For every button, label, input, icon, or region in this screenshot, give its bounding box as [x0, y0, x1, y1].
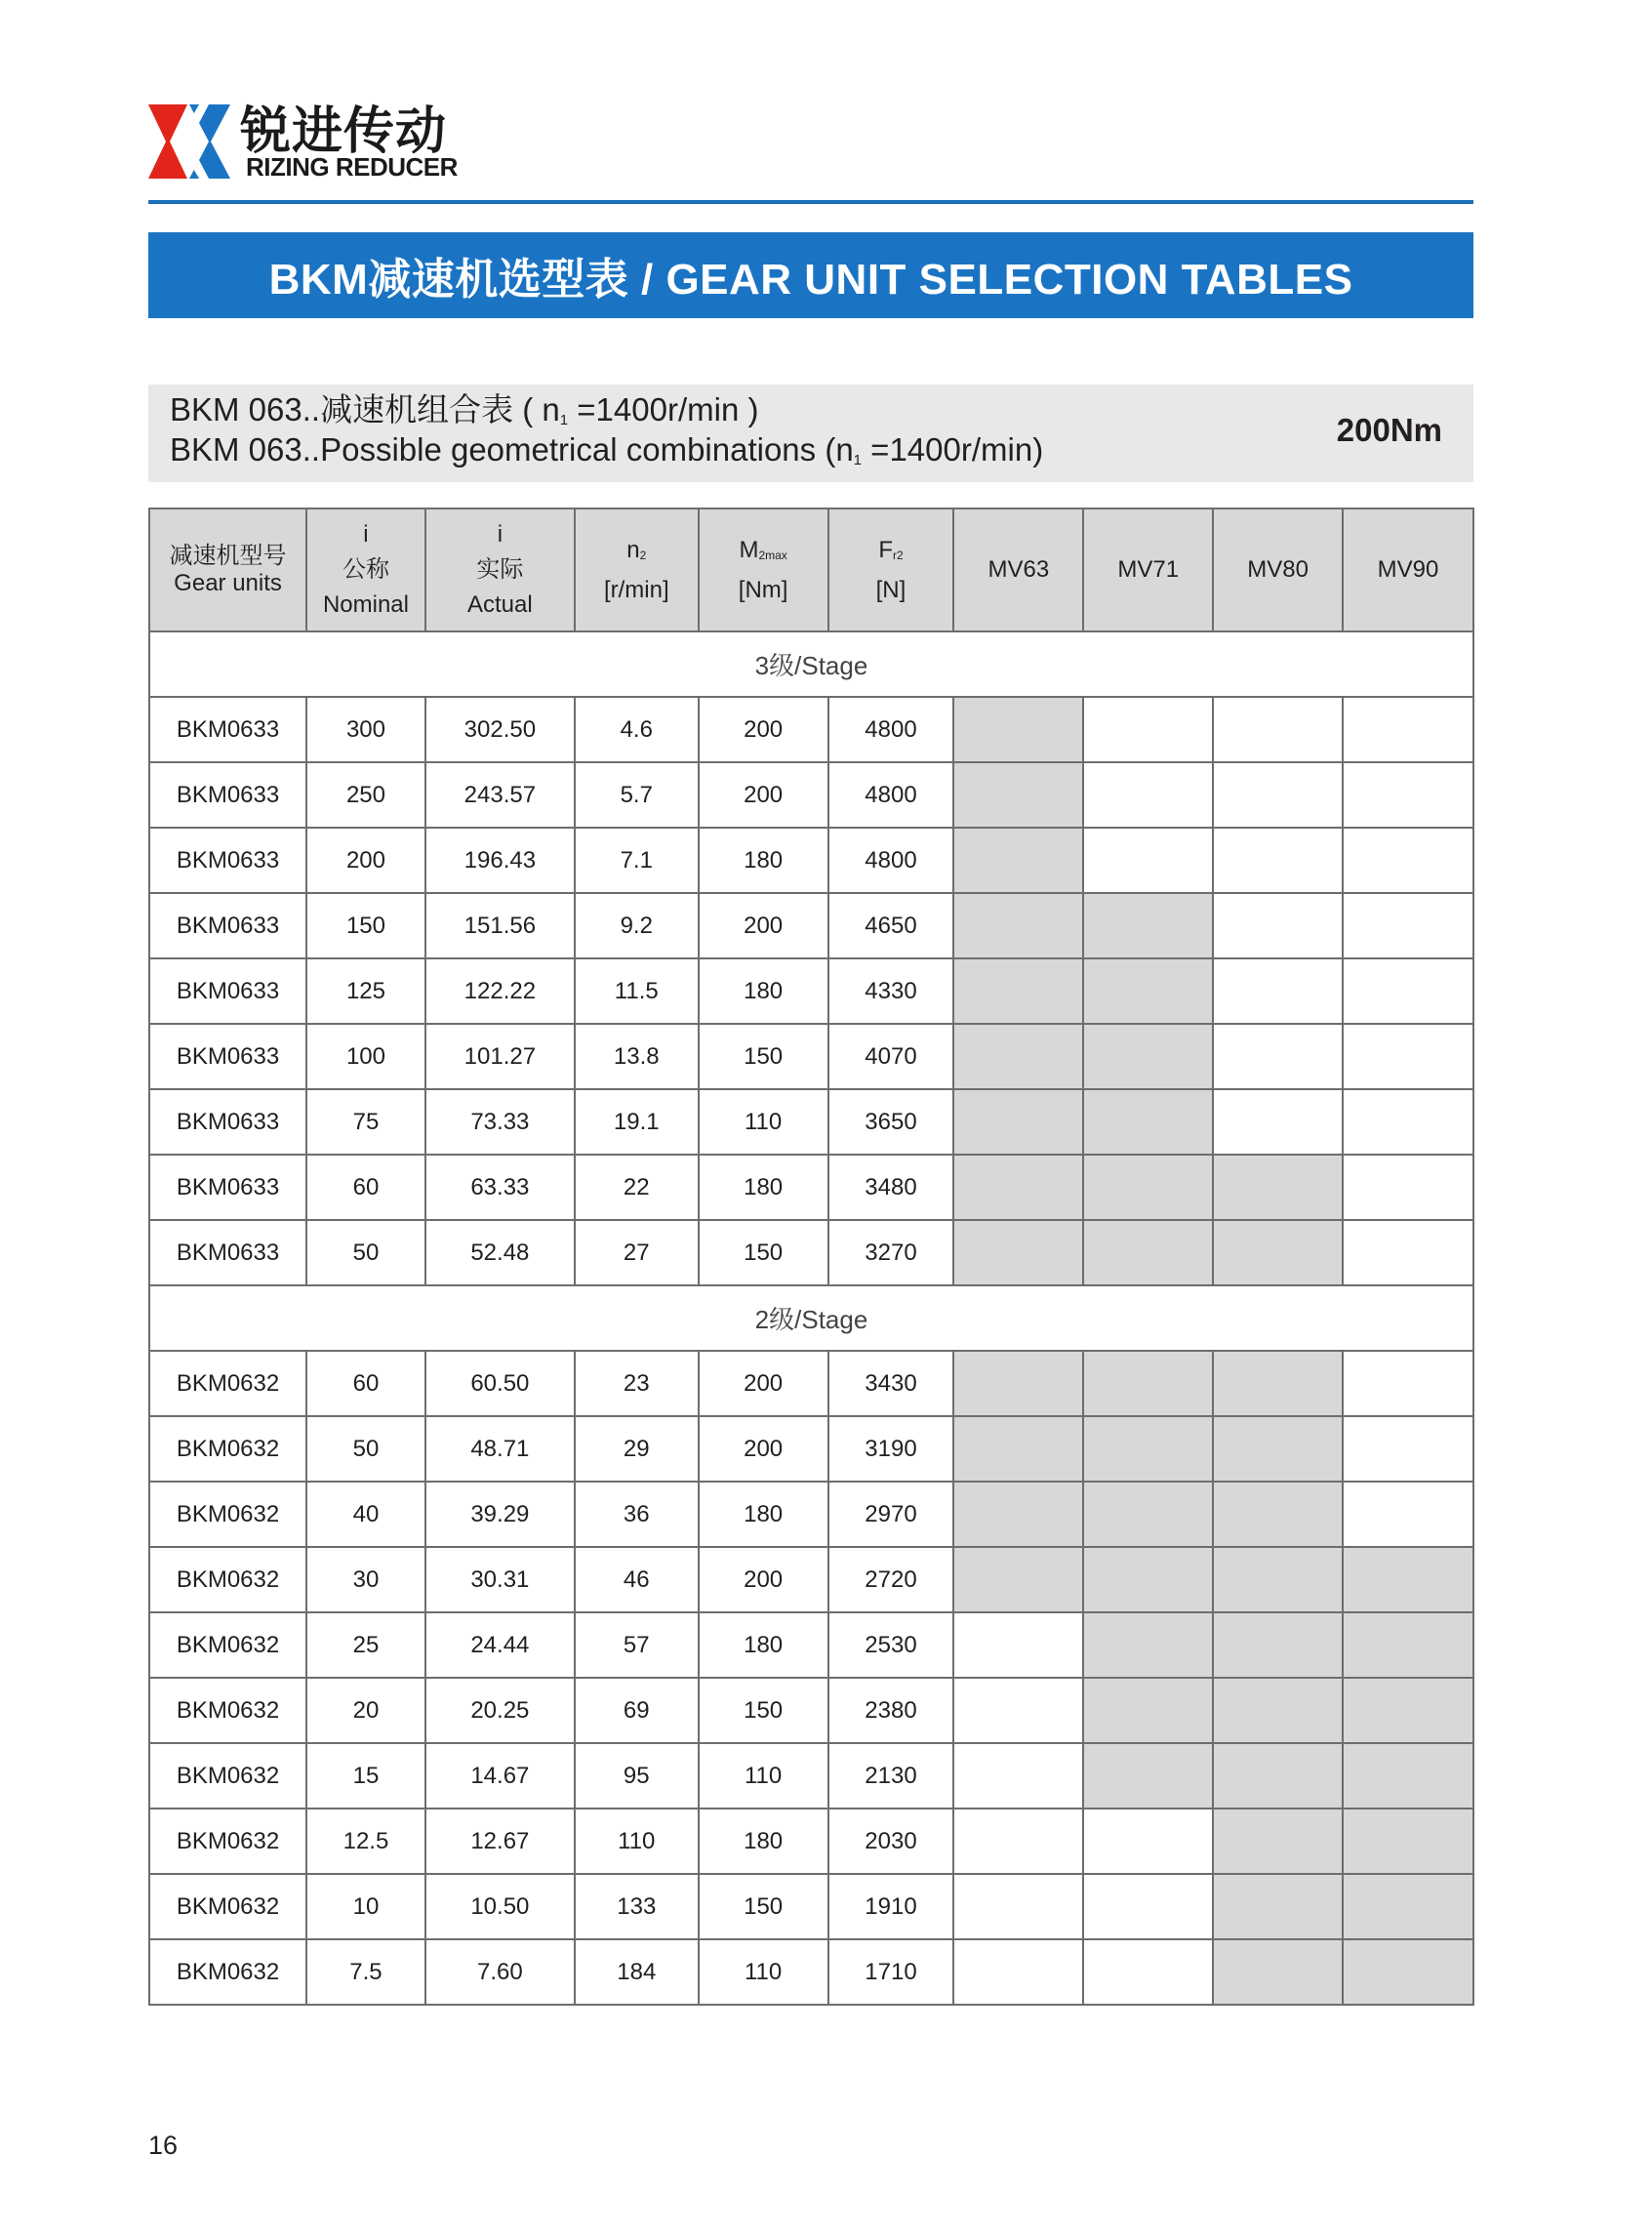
fit-cell-mv71 [1083, 1482, 1213, 1547]
fit-cell-mv63 [953, 828, 1083, 893]
fit-cell-mv63 [953, 958, 1083, 1024]
fit-cell-mv90 [1343, 1416, 1473, 1482]
fit-cell-mv63 [953, 893, 1083, 958]
col-fr2-sub: r2 [892, 548, 904, 562]
cell-nominal-ratio: 100 [306, 1024, 425, 1089]
cell-nominal-ratio: 12.5 [306, 1809, 425, 1874]
col-mv90: MV90 [1343, 508, 1473, 631]
col-gear-units-cn: 减速机型号 [169, 543, 287, 569]
col-n2-symbol [576, 533, 698, 573]
cell-n2: 4.6 [575, 697, 699, 762]
subtitle-line-en [170, 430, 1043, 480]
table-row [149, 1155, 1473, 1220]
fit-cell-mv90 [1343, 1612, 1473, 1678]
fit-cell-mv71 [1083, 1024, 1213, 1089]
col-m2max [699, 508, 828, 631]
cell-m2max: 110 [699, 1939, 828, 2005]
cell-fr2: 4070 [828, 1024, 954, 1089]
col-n2-sub: 2 [639, 548, 647, 562]
cell-nominal-ratio: 40 [306, 1482, 425, 1547]
cell-fr2: 2130 [828, 1743, 954, 1809]
cell-fr2: 4800 [828, 828, 954, 893]
col-nominal-i: i [363, 521, 369, 548]
cell-m2max: 200 [699, 1351, 828, 1416]
fit-cell-mv63 [953, 1482, 1083, 1547]
cell-n2: 36 [575, 1482, 699, 1547]
fit-cell-mv90 [1343, 697, 1473, 762]
fit-cell-mv90 [1343, 1939, 1473, 2005]
cell-fr2: 4330 [828, 958, 954, 1024]
table-header-row [149, 508, 1473, 631]
cell-actual-ratio: 14.67 [425, 1743, 575, 1809]
fit-cell-mv71 [1083, 697, 1213, 762]
subtitle-band [148, 385, 1473, 482]
page-title: BKM减速机选型表 / GEAR UNIT SELECTION TABLES [268, 256, 1353, 304]
col-gear-units [149, 508, 306, 631]
brand-logo [148, 102, 470, 181]
cell-gear-unit: BKM0632 [149, 1809, 306, 1874]
cell-nominal-ratio: 10 [306, 1874, 425, 1939]
fit-cell-mv80 [1213, 1416, 1343, 1482]
fit-cell-mv80 [1213, 1612, 1343, 1678]
cell-actual-ratio: 60.50 [425, 1351, 575, 1416]
fit-cell-mv80 [1213, 1809, 1343, 1874]
subtitle-en-sub: 1 [853, 452, 863, 468]
fit-cell-mv63 [953, 1678, 1083, 1743]
cell-nominal-ratio: 60 [306, 1155, 425, 1220]
fit-cell-mv90 [1343, 828, 1473, 893]
logo-en-text: RIZING REDUCER [246, 152, 458, 182]
table-row [149, 1612, 1473, 1678]
cell-actual-ratio: 30.31 [425, 1547, 575, 1612]
table-row [149, 1416, 1473, 1482]
cell-n2: 22 [575, 1155, 699, 1220]
cell-actual-ratio: 151.56 [425, 893, 575, 958]
subtitle-en-suffix: =1400r/min) [862, 431, 1044, 468]
fit-cell-mv71 [1083, 1416, 1213, 1482]
cell-m2max: 200 [699, 762, 828, 828]
fit-cell-mv90 [1343, 1089, 1473, 1155]
cell-m2max: 180 [699, 1155, 828, 1220]
fit-cell-mv90 [1343, 1547, 1473, 1612]
cell-n2: 5.7 [575, 762, 699, 828]
cell-gear-unit: BKM0632 [149, 1743, 306, 1809]
cell-nominal-ratio: 50 [306, 1416, 425, 1482]
cell-actual-ratio: 73.33 [425, 1089, 575, 1155]
cell-m2max: 180 [699, 958, 828, 1024]
cell-n2: 23 [575, 1351, 699, 1416]
fit-cell-mv80 [1213, 1155, 1343, 1220]
cell-fr2: 3270 [828, 1220, 954, 1285]
col-actual-i: i [497, 521, 504, 548]
cell-fr2: 4800 [828, 697, 954, 762]
stage-2-row [149, 1285, 1473, 1351]
cell-actual-ratio: 243.57 [425, 762, 575, 828]
fit-cell-mv90 [1343, 1220, 1473, 1285]
cell-m2max: 200 [699, 697, 828, 762]
cell-gear-unit: BKM0633 [149, 828, 306, 893]
table-row [149, 1024, 1473, 1089]
table-row [149, 958, 1473, 1024]
cell-nominal-ratio: 125 [306, 958, 425, 1024]
cell-fr2: 4800 [828, 762, 954, 828]
table-row [149, 1678, 1473, 1743]
cell-gear-unit: BKM0632 [149, 1351, 306, 1416]
cell-nominal-ratio: 50 [306, 1220, 425, 1285]
cell-gear-unit: BKM0632 [149, 1547, 306, 1612]
table-row [149, 1351, 1473, 1416]
cell-actual-ratio: 196.43 [425, 828, 575, 893]
cell-nominal-ratio: 150 [306, 893, 425, 958]
cell-nominal-ratio: 20 [306, 1678, 425, 1743]
fit-cell-mv80 [1213, 1874, 1343, 1939]
fit-cell-mv63 [953, 1612, 1083, 1678]
cell-m2max: 180 [699, 1809, 828, 1874]
fit-cell-mv63 [953, 697, 1083, 762]
fit-cell-mv63 [953, 1220, 1083, 1285]
cell-gear-unit: BKM0632 [149, 1612, 306, 1678]
fit-cell-mv71 [1083, 1809, 1213, 1874]
fit-cell-mv63 [953, 1939, 1083, 2005]
fit-cell-mv90 [1343, 1743, 1473, 1809]
table-row [149, 762, 1473, 828]
cell-nominal-ratio: 200 [306, 828, 425, 893]
cell-actual-ratio: 122.22 [425, 958, 575, 1024]
subtitle-cn-suffix: =1400r/min ) [568, 391, 759, 427]
fit-cell-mv80 [1213, 958, 1343, 1024]
cell-m2max: 150 [699, 1874, 828, 1939]
fit-cell-mv71 [1083, 1089, 1213, 1155]
col-nominal-en: Nominal [322, 591, 409, 618]
stage-label: 3级/Stage [149, 631, 1473, 697]
fit-cell-mv71 [1083, 893, 1213, 958]
cell-nominal-ratio: 7.5 [306, 1939, 425, 2005]
cell-actual-ratio: 12.67 [425, 1809, 575, 1874]
fit-cell-mv90 [1343, 1155, 1473, 1220]
fit-cell-mv63 [953, 1351, 1083, 1416]
cell-nominal-ratio: 60 [306, 1351, 425, 1416]
fit-cell-mv80 [1213, 1482, 1343, 1547]
logo-mark-icon [148, 102, 230, 181]
cell-n2: 27 [575, 1220, 699, 1285]
cell-actual-ratio: 63.33 [425, 1155, 575, 1220]
stage-label: 2级/Stage [149, 1285, 1473, 1351]
fit-cell-mv90 [1343, 1351, 1473, 1416]
col-m2-unit: [Nm] [738, 576, 788, 603]
cell-fr2: 3430 [828, 1351, 954, 1416]
table-row [149, 828, 1473, 893]
col-actual [425, 508, 575, 631]
fit-cell-mv71 [1083, 828, 1213, 893]
cell-actual-ratio: 7.60 [425, 1939, 575, 2005]
fit-cell-mv80 [1213, 1939, 1343, 2005]
cell-gear-unit: BKM0632 [149, 1678, 306, 1743]
fit-cell-mv71 [1083, 958, 1213, 1024]
fit-cell-mv71 [1083, 1612, 1213, 1678]
cell-fr2: 3650 [828, 1089, 954, 1155]
cell-fr2: 3190 [828, 1416, 954, 1482]
fit-cell-mv71 [1083, 1678, 1213, 1743]
cell-m2max: 150 [699, 1678, 828, 1743]
table-row [149, 1743, 1473, 1809]
cell-nominal-ratio: 15 [306, 1743, 425, 1809]
cell-m2max: 110 [699, 1743, 828, 1809]
cell-gear-unit: BKM0633 [149, 697, 306, 762]
fit-cell-mv71 [1083, 762, 1213, 828]
fit-cell-mv63 [953, 1155, 1083, 1220]
cell-nominal-ratio: 250 [306, 762, 425, 828]
fit-cell-mv63 [953, 762, 1083, 828]
fit-cell-mv90 [1343, 1482, 1473, 1547]
cell-m2max: 200 [699, 1416, 828, 1482]
col-m2-main: M [739, 536, 759, 563]
cell-n2: 95 [575, 1743, 699, 1809]
fit-cell-mv90 [1343, 958, 1473, 1024]
fit-cell-mv63 [953, 1874, 1083, 1939]
cell-n2: 184 [575, 1939, 699, 2005]
cell-fr2: 2530 [828, 1612, 954, 1678]
fit-cell-mv90 [1343, 1024, 1473, 1089]
fit-cell-mv80 [1213, 1351, 1343, 1416]
fit-cell-mv63 [953, 1743, 1083, 1809]
fit-cell-mv80 [1213, 1220, 1343, 1285]
table-row [149, 1089, 1473, 1155]
cell-gear-unit: BKM0633 [149, 1024, 306, 1089]
cell-actual-ratio: 101.27 [425, 1024, 575, 1089]
col-n2-unit: [r/min] [603, 576, 669, 603]
fit-cell-mv80 [1213, 893, 1343, 958]
fit-cell-mv80 [1213, 1743, 1343, 1809]
cell-gear-unit: BKM0633 [149, 958, 306, 1024]
col-gear-units-en: Gear units [174, 570, 282, 596]
cell-gear-unit: BKM0632 [149, 1482, 306, 1547]
cell-m2max: 150 [699, 1220, 828, 1285]
table-row [149, 893, 1473, 958]
table-row [149, 1220, 1473, 1285]
cell-n2: 57 [575, 1612, 699, 1678]
cell-m2max: 180 [699, 1482, 828, 1547]
col-n2 [575, 508, 699, 631]
fit-cell-mv63 [953, 1024, 1083, 1089]
col-fr2 [828, 508, 954, 631]
col-n2-main: n [626, 536, 640, 563]
page-number: 16 [148, 2131, 179, 2160]
fit-cell-mv90 [1343, 1678, 1473, 1743]
cell-fr2: 2380 [828, 1678, 954, 1743]
col-nominal [306, 508, 425, 631]
col-m2-symbol [700, 533, 827, 573]
table-row [149, 1809, 1473, 1874]
logo-cn-text: 锐进传动 [240, 102, 448, 161]
cell-actual-ratio: 20.25 [425, 1678, 575, 1743]
cell-actual-ratio: 10.50 [425, 1874, 575, 1939]
cell-nominal-ratio: 25 [306, 1612, 425, 1678]
fit-cell-mv80 [1213, 1089, 1343, 1155]
cell-n2: 13.8 [575, 1024, 699, 1089]
fit-cell-mv63 [953, 1089, 1083, 1155]
subtitle-en-prefix: BKM 063..Possible geometrical combinations (n [170, 431, 854, 468]
cell-fr2: 1710 [828, 1939, 954, 2005]
cell-fr2: 4650 [828, 893, 954, 958]
cell-gear-unit: BKM0633 [149, 1220, 306, 1285]
cell-fr2: 3480 [828, 1155, 954, 1220]
cell-actual-ratio: 39.29 [425, 1482, 575, 1547]
cell-m2max: 110 [699, 1089, 828, 1155]
cell-fr2: 2720 [828, 1547, 954, 1612]
col-fr2-symbol [829, 533, 953, 573]
cell-m2max: 200 [699, 1547, 828, 1612]
cell-n2: 7.1 [575, 828, 699, 893]
fit-cell-mv71 [1083, 1743, 1213, 1809]
selection-table [148, 508, 1474, 2006]
cell-m2max: 200 [699, 893, 828, 958]
fit-cell-mv63 [953, 1809, 1083, 1874]
cell-gear-unit: BKM0632 [149, 1939, 306, 2005]
cell-n2: 9.2 [575, 893, 699, 958]
cell-actual-ratio: 48.71 [425, 1416, 575, 1482]
cell-n2: 11.5 [575, 958, 699, 1024]
col-actual-en: Actual [467, 591, 533, 618]
cell-gear-unit: BKM0633 [149, 762, 306, 828]
torque-rating: 200Nm [1336, 412, 1442, 448]
col-actual-cn: 实际 [476, 556, 524, 583]
cell-actual-ratio: 24.44 [425, 1612, 575, 1678]
subtitle-cn-sub: 1 [559, 412, 569, 428]
cell-fr2: 2970 [828, 1482, 954, 1547]
table-row [149, 1939, 1473, 2005]
fit-cell-mv80 [1213, 1547, 1343, 1612]
table-row [149, 697, 1473, 762]
fit-cell-mv80 [1213, 697, 1343, 762]
fit-cell-mv80 [1213, 1678, 1343, 1743]
cell-fr2: 2030 [828, 1809, 954, 1874]
fit-cell-mv63 [953, 1416, 1083, 1482]
fit-cell-mv90 [1343, 1809, 1473, 1874]
col-mv71: MV71 [1083, 508, 1213, 631]
cell-actual-ratio: 52.48 [425, 1220, 575, 1285]
col-fr2-unit: [N] [875, 576, 907, 603]
fit-cell-mv71 [1083, 1351, 1213, 1416]
header-rule [148, 200, 1473, 204]
cell-nominal-ratio: 75 [306, 1089, 425, 1155]
table-row [149, 1874, 1473, 1939]
fit-cell-mv80 [1213, 828, 1343, 893]
cell-nominal-ratio: 30 [306, 1547, 425, 1612]
cell-n2: 29 [575, 1416, 699, 1482]
cell-n2: 110 [575, 1809, 699, 1874]
cell-nominal-ratio: 300 [306, 697, 425, 762]
cell-m2max: 180 [699, 828, 828, 893]
col-mv80: MV80 [1213, 508, 1343, 631]
table-body [149, 631, 1473, 2005]
cell-gear-unit: BKM0633 [149, 893, 306, 958]
title-banner [148, 232, 1473, 318]
cell-fr2: 1910 [828, 1874, 954, 1939]
table-row [149, 1547, 1473, 1612]
fit-cell-mv71 [1083, 1874, 1213, 1939]
col-m2-sub: 2max [758, 548, 787, 562]
fit-cell-mv71 [1083, 1155, 1213, 1220]
cell-m2max: 180 [699, 1612, 828, 1678]
cell-m2max: 150 [699, 1024, 828, 1089]
fit-cell-mv71 [1083, 1547, 1213, 1612]
cell-gear-unit: BKM0633 [149, 1155, 306, 1220]
cell-gear-unit: BKM0632 [149, 1416, 306, 1482]
cell-n2: 19.1 [575, 1089, 699, 1155]
fit-cell-mv90 [1343, 1874, 1473, 1939]
col-mv63: MV63 [953, 508, 1083, 631]
col-nominal-cn: 公称 [342, 556, 389, 583]
col-fr2-main: F [878, 536, 893, 563]
fit-cell-mv71 [1083, 1939, 1213, 2005]
table-row [149, 1482, 1473, 1547]
fit-cell-mv63 [953, 1547, 1083, 1612]
stage-3-row [149, 631, 1473, 697]
fit-cell-mv80 [1213, 1024, 1343, 1089]
cell-actual-ratio: 302.50 [425, 697, 575, 762]
cell-n2: 69 [575, 1678, 699, 1743]
fit-cell-mv90 [1343, 762, 1473, 828]
fit-cell-mv80 [1213, 762, 1343, 828]
cell-n2: 46 [575, 1547, 699, 1612]
cell-gear-unit: BKM0632 [149, 1874, 306, 1939]
fit-cell-mv71 [1083, 1220, 1213, 1285]
fit-cell-mv90 [1343, 893, 1473, 958]
cell-n2: 133 [575, 1874, 699, 1939]
subtitle-cn-prefix: BKM 063..减速机组合表 ( n [170, 391, 560, 427]
cell-gear-unit: BKM0633 [149, 1089, 306, 1155]
